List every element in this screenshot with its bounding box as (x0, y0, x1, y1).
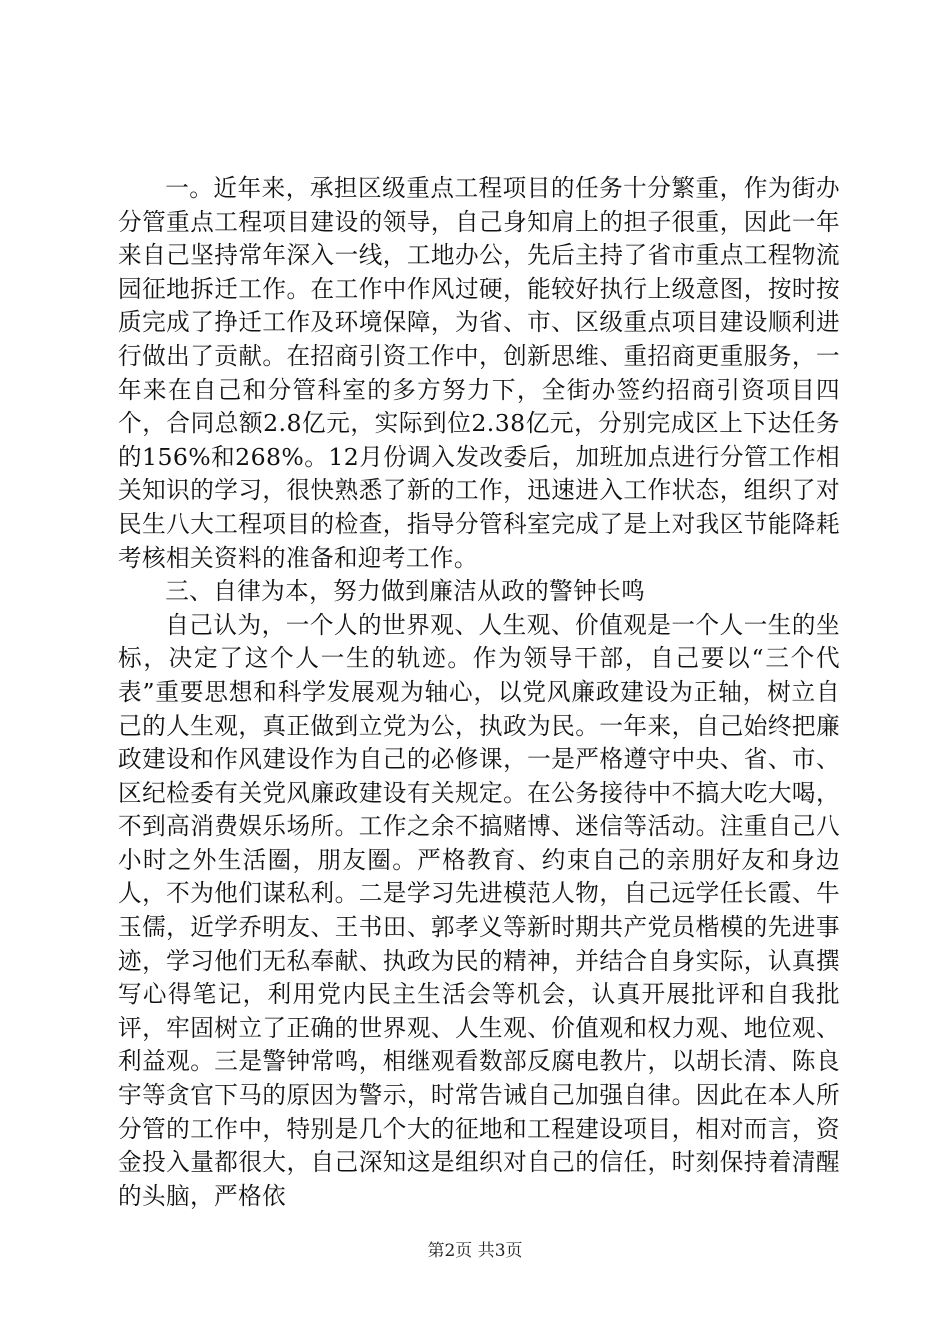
paragraph-integrity: 自己认为，一个人的世界观、人生观、价值观是一个人一生的坐标，决定了这个人一生的轨迹。作为领导干部，自己要以“三个代表”重要思想和科学发展观为轴心，以党风廉政建设为正轴，树立自己的人生观，真正做到立党为公，执政为民。一年来，自己始终把廉政建设和作风建设作为自己的必修课，一是严格遵守中央、省、市、区纪检委有关党风廉政建设有关规定。在公务接待中不搞大吃大喝，不到高消费娱乐场所。工作之余不搞赌博、迷信等活动。注重自己八小时之外生活圈，朋友圈。严格教育、约束自己的亲朋好友和身边人，不为他们谋私利。二是学习先进模范人物，自己远学任长霞、牛玉儒，近学乔明友、王书田、郭孝义等新时期共产党员楷模的先进事迹，学习他们无私奉献、执政为民的精神，并结合自身实际，认真撰写心得笔记，利用党内民主生活会等机会，认真开展批评和自我批评，牢固树立了正确的世界观、人生观、价值观和权力观、地位观、利益观。三是警钟常鸣，相继观看数部反腐电教片，以胡长清、陈良宇等贪官下马的原因为警示，时常告诫自己加强自律。因此在本人所分管的工作中，特别是几个大的征地和工程建设项目，相对而言，资金投入量都很大，自己深知这是组织对自己的信任，时刻保持着清醒的头脑，严格依 (118, 610, 840, 1210)
document-body (118, 172, 840, 1213)
paragraph-project-work: 一。近年来，承担区级重点工程项目的任务十分繁重，作为街办分管重点工程项目建设的领导，自己身知肩上的担子很重，因此一年来自己坚持常年深入一线，工地办公，先后主持了省市重点工程物流园征地拆迁工作。在工作中作风过硬，能较好执行上级意图，按时按质完成了挣迁工作及环境保障，为省、市、区级重点项目建设顺利进行做出了贡献。在招商引资工作中，创新思维、重招商更重服务，一年来在自己和分管科室的多方努力下，全街办签约招商引资项目四个，合同总额2.8亿元，实际到位2.38亿元，分别完成区上下达任务的156%和268%。12月份调入发改委后，加班加点进行分管工作相关知识的学习，很快熟悉了新的工作，迅速进入工作状态，组织了对民生八大工程项目的检查，指导分管科室完成了是上对我区节能降耗考核相关资料的准备和迎考工作。 (118, 174, 840, 572)
page-footer (0, 1240, 950, 1262)
section-heading-self-discipline: 三、自律为本，努力做到廉洁从政的警钟长鸣 (165, 577, 646, 606)
page-number: 第2页 共3页 (427, 1241, 523, 1261)
